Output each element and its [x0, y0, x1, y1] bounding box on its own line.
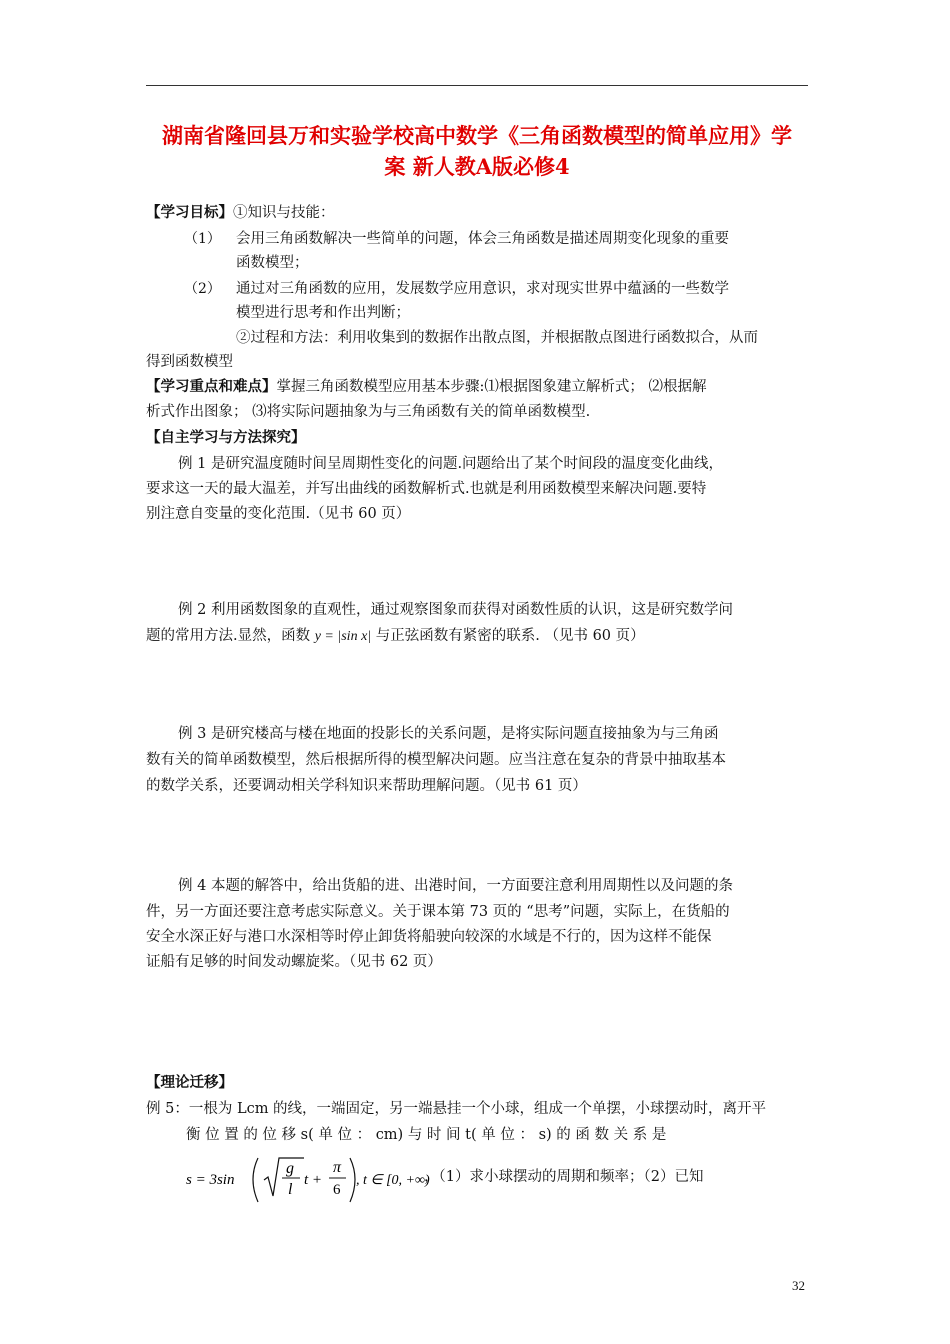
formula-l: l	[288, 1181, 293, 1198]
example-5-line-2: 衡 位 置 的 位 移 s( 单 位 ： cm) 与 时 间 t( 单 位 ： s) 的 函 数 关 系 是	[186, 1127, 667, 1143]
formula-six: 6	[333, 1182, 341, 1198]
objectives-heading-line	[146, 203, 335, 223]
example-2-line-1: 例 2 利用函数图象的直观性，通过观察图象而获得对函数性质的认识，这是研究数学问	[178, 602, 733, 618]
formula-left-paren	[253, 1158, 258, 1202]
title-line-2: 案 新人教A版必修4	[384, 154, 570, 179]
document-title	[146, 120, 808, 182]
objective-2-line-1: 通过对三角函数的应用，发展数学应用意识，求对现实世界中蕴涵的一些数学	[236, 281, 729, 297]
example-2-text-b: 与正弦函数有紧密的联系. （见书 60 页）	[375, 628, 645, 644]
example-2-line-2	[146, 626, 645, 647]
method-line-2: 得到函数模型	[146, 354, 233, 370]
example-3-line-1: 例 3 是研究楼高与楼在地面的投影长的关系问题，是将实际问题直接抽象为与三角函	[178, 726, 719, 742]
title-line-1: 湖南省隆回县万和实验学校高中数学《三角函数模型的简单应用》学	[162, 123, 792, 148]
example-5-line-1: 例 5：一根为 Lcm 的线，一端固定，另一端悬挂一个小球，组成一个单摆，小球摆动时，离开平	[146, 1101, 767, 1117]
formula-t: t +	[304, 1172, 323, 1188]
example-4-line-2: 件，另一方面还要注意考虑实际意义。关于课本第 73 页的 “思考”问题，实际上，在货船的	[146, 904, 730, 920]
formula-g: g	[286, 1160, 294, 1177]
example-1-line-3: 别注意自变量的变化范围.（见书 60 页）	[146, 506, 411, 522]
key-points-text-1: 掌握三角函数模型应用基本步骤:⑴根据图象建立解析式； ⑵根据解	[276, 379, 707, 395]
example-4-line-3: 安全水深正好与港口水深相等时停止卸货将船驶向较深的水域是不行的，因为这样不能保	[146, 929, 712, 945]
formula-right-paren	[350, 1158, 355, 1202]
pendulum-formula	[186, 1152, 436, 1206]
objective-1-line-2: 函数模型；	[236, 255, 309, 271]
formula-sqrt-sign	[264, 1158, 304, 1196]
key-points-line-2: 析式作出图象； ⑶将实际问题抽象为与三角函数有关的简单函数模型.	[146, 404, 591, 420]
header-rule	[146, 85, 808, 86]
objective-1-number: （1）	[184, 231, 221, 247]
pendulum-formula-svg	[186, 1152, 436, 1206]
example-1-line-2: 要求这一天的最大温差，并写出曲线的函数解析式.也就是利用函数模型来解决问题.要特	[146, 481, 707, 497]
objective-2-number: （2）	[184, 281, 221, 297]
example-3-line-3: 的数学关系，还要调动相关学科知识来帮助理解问题。（见书 61 页）	[146, 778, 587, 794]
theory-heading: 【理论迁移】	[146, 1074, 233, 1091]
example-1-line-1: 例 1 是研究温度随时间呈周期性变化的问题.问题给出了某个时间段的温度变化曲线，	[178, 456, 724, 472]
formula-pi: π	[333, 1159, 342, 1176]
example-3-line-2: 数有关的简单函数模型，然后根据所得的模型解决问题。应当注意在复杂的背景中抽取基本	[146, 752, 726, 768]
example-4-line-4: 证船有足够的时间发动螺旋桨。（见书 62 页）	[146, 954, 442, 970]
self-study-heading: 【自主学习与方法探究】	[146, 429, 306, 446]
example-2-text-a: 题的常用方法.显然，函数	[146, 628, 311, 644]
page-number: 32	[792, 1278, 805, 1293]
objective-1-line-1: 会用三角函数解决一些简单的问题，体会三角函数是描述周期变化现象的重要	[236, 231, 729, 247]
formula-domain: , t ∈ [0, +∞)	[356, 1173, 430, 1188]
objectives-intro: ①知识与技能：	[233, 205, 335, 221]
objectives-heading: 【学习目标】	[146, 204, 233, 221]
example-5-line-3: ，（1）求小球摆动的周期和频率；（2）已知	[424, 1169, 704, 1185]
example-4-line-1: 例 4 本题的解答中，给出货船的进、出港时间，一方面要注意利用周期性以及问题的条	[178, 878, 733, 894]
method-line-1: ②过程和方法：利用收集到的数据作出散点图，并根据散点图进行函数拟合，从而	[236, 330, 758, 346]
objective-2-line-2: 模型进行思考和作出判断；	[236, 305, 410, 321]
key-points-heading: 【学习重点和难点】	[146, 378, 277, 395]
abs-sin-formula: y = |sin x|	[314, 629, 372, 644]
formula-lhs: s = 3sin	[186, 1172, 235, 1188]
key-points-line-1	[146, 377, 707, 397]
